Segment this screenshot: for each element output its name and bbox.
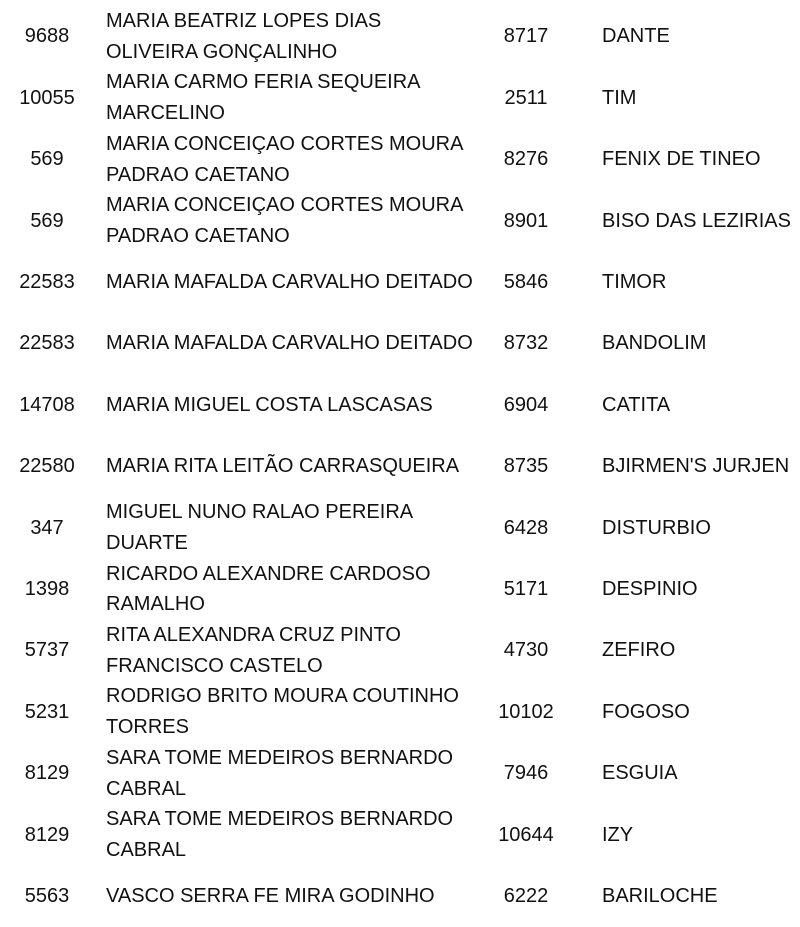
table-row bbox=[0, 190, 800, 251]
horse-name: DISTURBIO bbox=[602, 516, 711, 539]
horse-name: ZEFIRO bbox=[602, 639, 676, 662]
rider-name: MARIA CONCEIÇAO CORTES MOURA PADRAO CAETANO bbox=[106, 194, 463, 247]
table-row bbox=[0, 681, 800, 742]
table-row bbox=[0, 374, 800, 435]
table-row bbox=[0, 804, 800, 865]
table-row bbox=[0, 620, 800, 681]
rider-id: 9688 bbox=[24, 25, 70, 48]
table-row bbox=[0, 129, 800, 190]
table-row bbox=[0, 252, 800, 313]
horse-name: TIMOR bbox=[602, 270, 667, 293]
rider-name: MARIA CARMO FERIA SEQUEIRA MARCELINO bbox=[106, 71, 420, 125]
rider-id: 22583 bbox=[19, 332, 75, 355]
horse-name: BJIRMEN'S JURJEN bbox=[602, 455, 790, 478]
horse-name: IZY bbox=[602, 823, 634, 846]
rider-name: SARA TOME MEDEIROS BERNARDO CABRAL bbox=[106, 808, 454, 861]
horse-name: FENIX DE TINEO bbox=[602, 148, 761, 171]
horse-number: 8735 bbox=[503, 455, 549, 478]
horse-name: TIM bbox=[602, 86, 637, 109]
horse-number: 8901 bbox=[503, 209, 549, 232]
horse-name: BANDOLIM bbox=[602, 332, 707, 355]
table-row bbox=[0, 6, 800, 67]
horse-number: 6222 bbox=[503, 884, 549, 907]
horse-name: BARILOCHE bbox=[602, 884, 718, 907]
rider-id: 347 bbox=[30, 516, 64, 539]
table-row bbox=[0, 743, 800, 804]
rider-name: MARIA BEATRIZ LOPES DIAS OLIVEIRA GONÇALINHO bbox=[106, 10, 382, 63]
horse-number: 7946 bbox=[503, 762, 549, 785]
rider-name: MIGUEL NUNO RALAO PEREIRA DUARTE bbox=[106, 501, 412, 554]
rider-id: 22583 bbox=[19, 270, 75, 293]
table-row bbox=[0, 497, 800, 558]
rider-name: RODRIGO BRITO MOURA COUTINHO TORRES bbox=[106, 685, 459, 739]
rider-id: 8129 bbox=[24, 762, 70, 785]
rider-name: MARIA CONCEIÇAO CORTES MOURA PADRAO CAETANO bbox=[106, 132, 463, 186]
rider-name: RITA ALEXANDRA CRUZ PINTO FRANCISCO CASTELO bbox=[106, 624, 401, 677]
table-row bbox=[0, 67, 800, 128]
rider-id: 5231 bbox=[24, 700, 70, 723]
horse-name: ESGUIA bbox=[602, 762, 678, 785]
horse-name: CATITA bbox=[602, 393, 671, 416]
rider-name: MARIA MAFALDA CARVALHO DEITADO bbox=[106, 332, 473, 355]
rider-name: VASCO SERRA FE MIRA GODINHO bbox=[106, 884, 435, 907]
rider-id: 569 bbox=[30, 209, 64, 232]
rider-id: 569 bbox=[30, 148, 64, 171]
rider-id: 22580 bbox=[19, 455, 75, 478]
horse-number: 2511 bbox=[504, 86, 548, 109]
horse-name: FOGOSO bbox=[602, 700, 690, 723]
rider-name: MARIA MIGUEL COSTA LASCASAS bbox=[106, 393, 433, 416]
rider-name: RICARDO ALEXANDRE CARDOSO RAMALHO bbox=[106, 562, 431, 616]
rider-name: SARA TOME MEDEIROS BERNARDO CABRAL bbox=[106, 746, 454, 800]
rider-name: MARIA RITA LEITÃO CARRASQUEIRA bbox=[106, 455, 460, 478]
rider-id: 10055 bbox=[19, 86, 75, 109]
horse-number: 8276 bbox=[503, 148, 549, 171]
horse-number: 4730 bbox=[503, 639, 549, 662]
horse-number: 8717 bbox=[503, 25, 549, 48]
horse-number: 8732 bbox=[503, 332, 549, 355]
rider-id: 14708 bbox=[19, 393, 75, 416]
horse-number: 5171 bbox=[503, 577, 549, 600]
horse-number: 10644 bbox=[498, 823, 554, 846]
table-row bbox=[0, 436, 800, 497]
table-row bbox=[0, 866, 800, 927]
table-row bbox=[0, 559, 800, 620]
horse-name: DESPINIO bbox=[602, 577, 698, 600]
rider-id: 1398 bbox=[24, 577, 70, 600]
table-row bbox=[0, 313, 800, 374]
rider-id: 5737 bbox=[24, 639, 70, 662]
rider-name: MARIA MAFALDA CARVALHO DEITADO bbox=[106, 270, 473, 293]
horse-number: 6904 bbox=[503, 393, 549, 416]
rider-id: 8129 bbox=[24, 823, 70, 846]
horse-number: 5846 bbox=[503, 270, 549, 293]
rider-id: 5563 bbox=[24, 884, 70, 907]
horse-number: 6428 bbox=[503, 516, 549, 539]
horse-number: 10102 bbox=[498, 700, 554, 723]
horse-name: DANTE bbox=[602, 25, 670, 48]
horse-name: BISO DAS LEZIRIAS bbox=[602, 209, 791, 232]
